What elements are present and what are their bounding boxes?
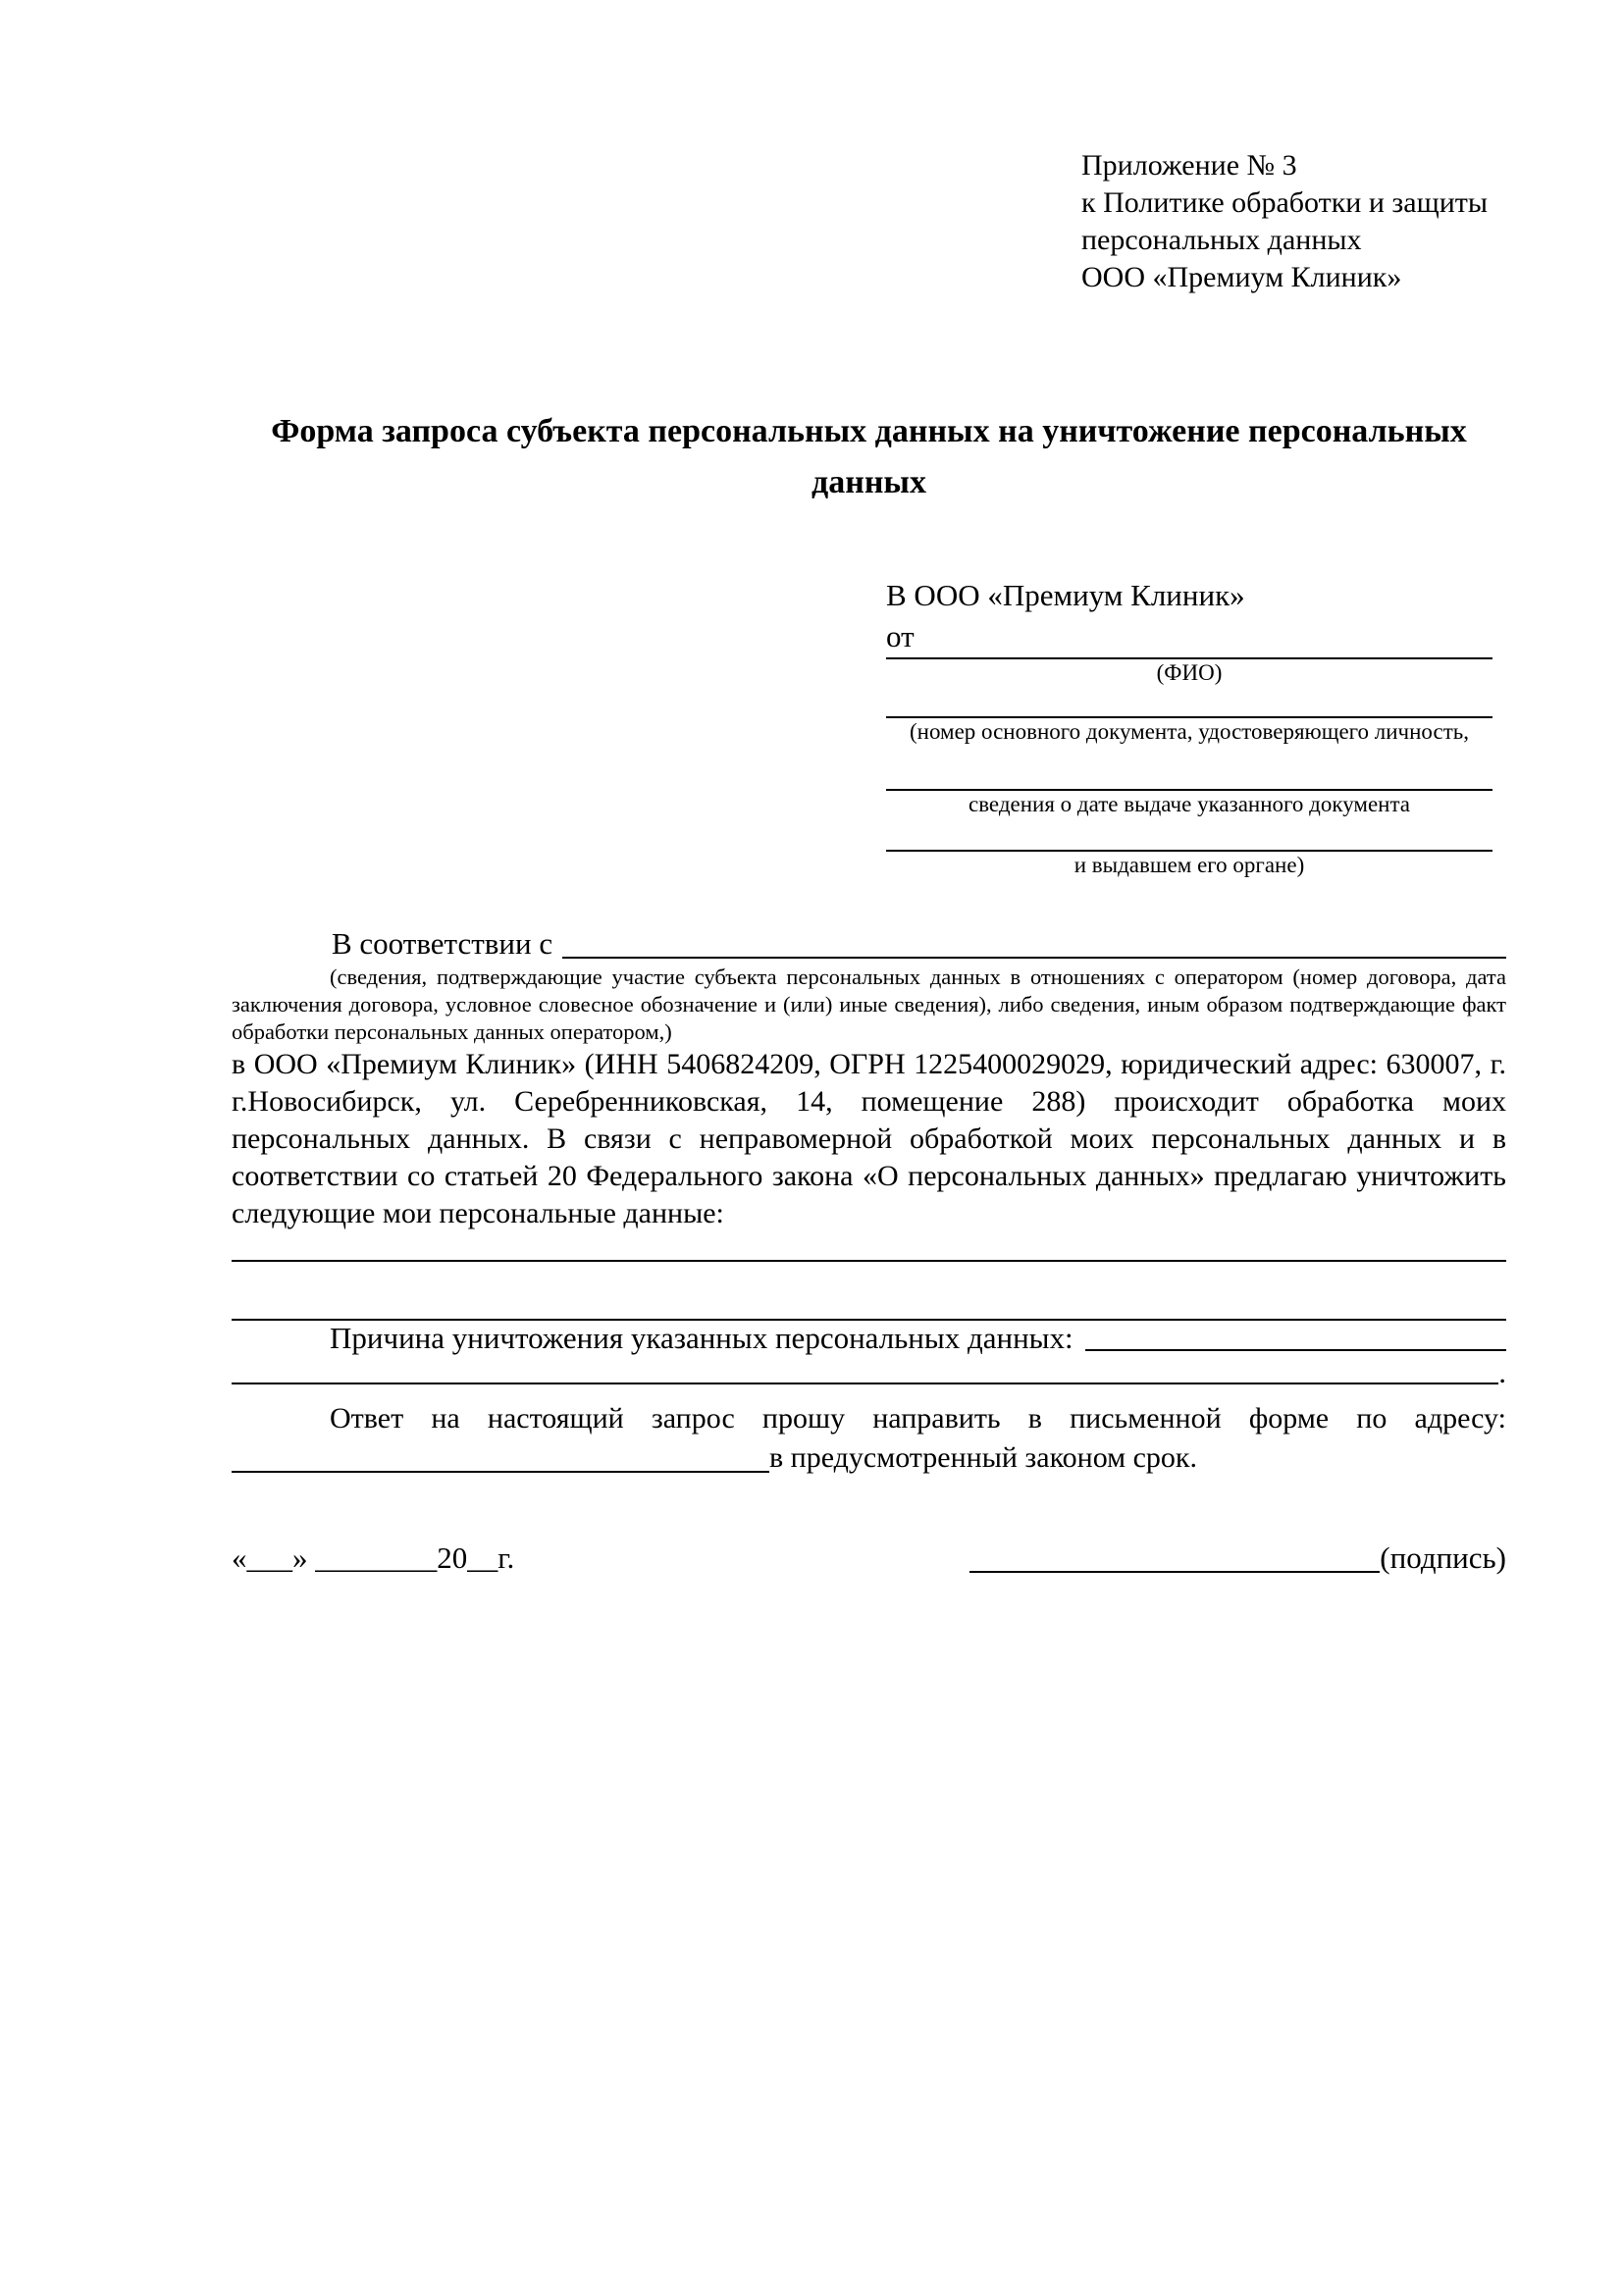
appendix-line-4: ООО «Премиум Клиник» [1081,261,1402,293]
body-paragraph: в ООО «Премиум Клиник» (ИНН 5406824209, ОГРН 1225400029029, юридический адрес: 630007, г. г.Новосибирск, ул. Серебренниковская, 14, помещение 288) происходит обработка моих персональных данных. В связи с неправомерной обработкой моих персональных данных и в соответствии со статьей 20 Федерального закона «О персональных данных» предлагаю уничтожить следующие мои персональные данные: [232,1048,1506,1229]
response-paragraph: Ответ на настоящий запрос прошу направить в письменной форме по адресу: [330,1402,1506,1435]
accordance-row [232,924,1506,964]
appendix-header [1081,147,1506,296]
accordance-note: (сведения, подтверждающие участие субъекта персональных данных в отношениях с оператором (номер договора, дата заключения договора, условное словесное обозначение и (или) иные сведения), либо сведения, иным образом подтверждающие факт обработки персональных данных оператором,) [232,965,1506,1044]
response-address-row [232,1438,1506,1478]
signature-caption: (подпись) [1380,1540,1506,1575]
personal-data-blank-line-2 [232,1262,1506,1321]
personal-data-blank-line-1 [232,1232,1506,1262]
reason-row [232,1321,1506,1356]
date-field: «___» ________20__г. [232,1540,515,1575]
reason-end-punct: . [1498,1355,1506,1389]
addressee-from-label: от [886,619,915,653]
doc-date-field-caption: сведения о дате выдаче указанного документа [968,792,1411,816]
response-suffix: в предусмотренный законом срок. [769,1441,1197,1474]
date-signature-row [232,1539,1506,1578]
addressee-to: В ООО «Премиум Клиник» [886,578,1245,612]
appendix-line-3: персональных данных [1081,224,1362,256]
addressee-block [886,575,1492,879]
reason-continuation-row [232,1356,1506,1389]
reason-continuation-line [232,1383,1498,1384]
signature-line [969,1571,1380,1573]
accordance-fill-line [562,957,1506,959]
reason-fill-line [1085,1349,1506,1351]
appendix-line-2: к Политике обработки и защиты [1081,186,1489,219]
appendix-line-1: Приложение № 3 [1081,149,1297,182]
address-fill-line [232,1471,769,1473]
reason-label: Причина уничтожения указанных персональных данных: [330,1321,1073,1355]
doc-number-field-caption: (номер основного документа, удостоверяющего личность, [909,719,1469,744]
fio-field-caption: (ФИО) [1156,660,1223,685]
signature-block [969,1539,1506,1578]
doc-issuer-field-caption: и выдавшем его органе) [1073,853,1305,877]
document-title: Форма запроса субъекта персональных данных на уничтожение персональных данных [271,413,1467,500]
accordance-lead: В соответствии с [332,926,553,961]
